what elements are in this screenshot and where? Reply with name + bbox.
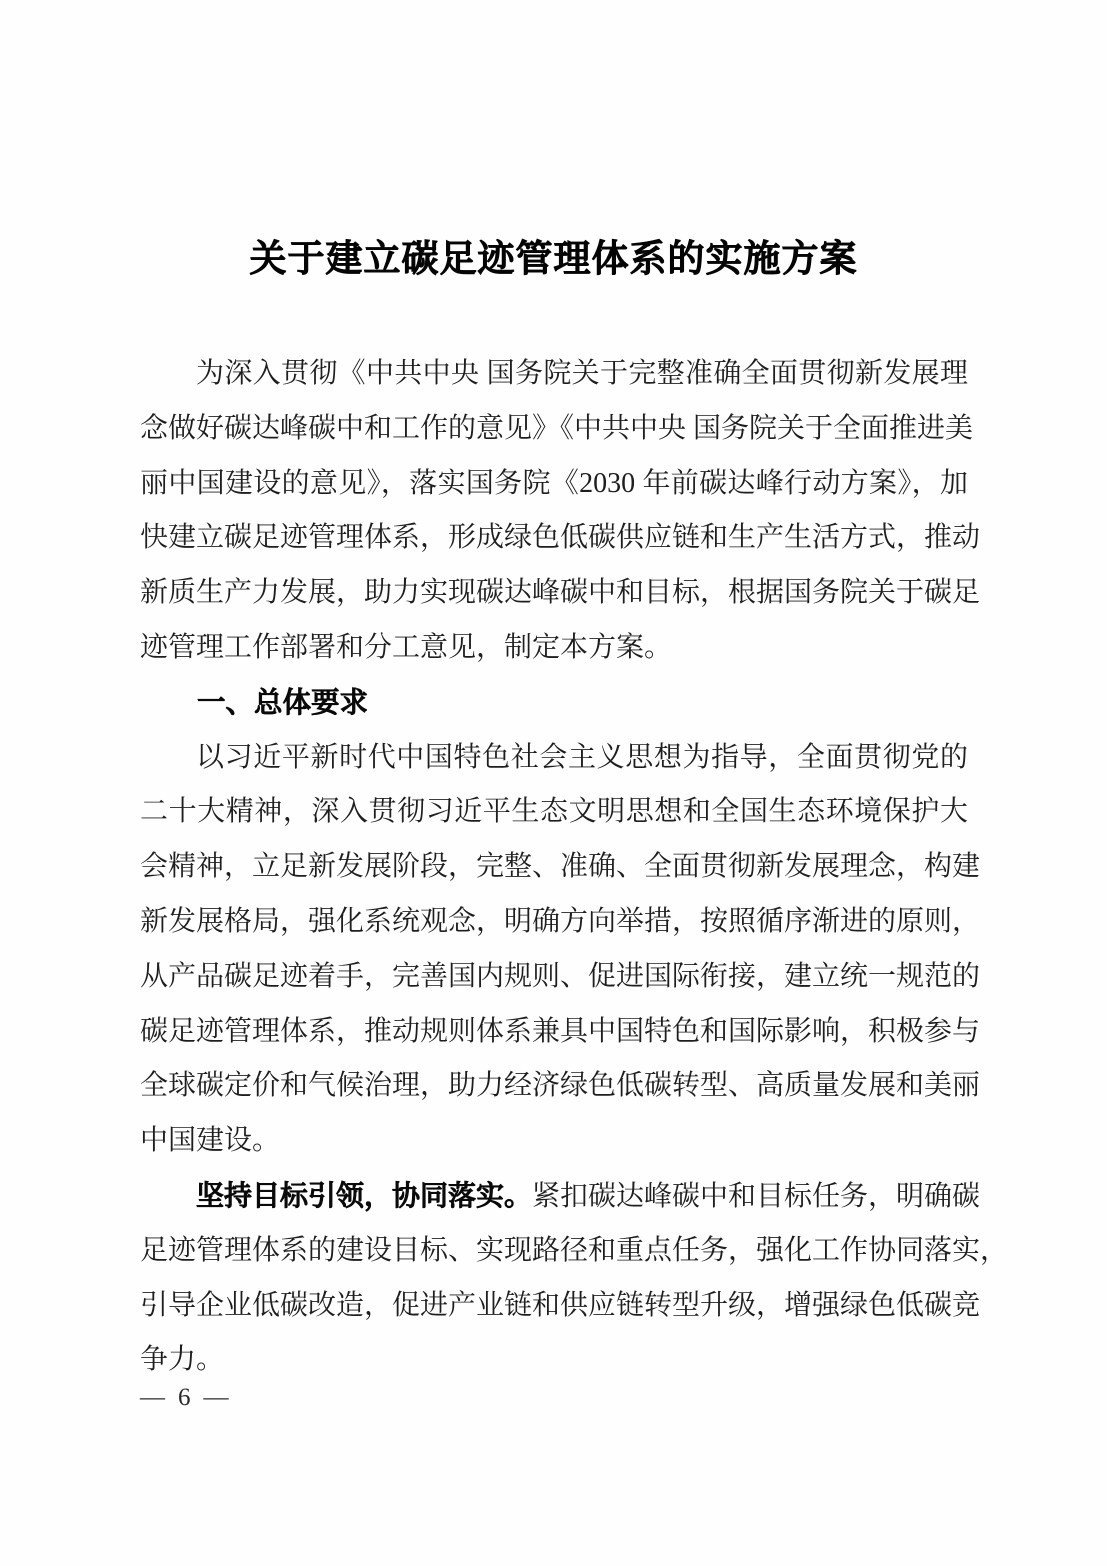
footer-page-number: 6 <box>178 1384 191 1411</box>
paragraph2-line-1: 以习近平新时代中国特色社会主义思想为指导，全面贯彻党的 <box>196 741 968 773</box>
paragraph1-line-1: 为深入贯彻《中共中央 国务院关于完整准确全面贯彻新发展理 <box>196 358 968 389</box>
paragraph1-line-4: 快建立碳足迹管理体系，形成绿色低碳供应链和生产生活方式，推动 <box>140 522 981 554</box>
paragraph2-line-6: 碳足迹管理体系，推动规则体系兼具中国特色和国际影响，积极参与 <box>140 1015 981 1047</box>
paragraph1-line-3: 丽中国建设的意见》，落实国务院《2030 年前碳达峰行动方案》，加 <box>140 467 968 499</box>
paragraph1-line-2: 念做好碳达峰碳中和工作的意见》《中共中央 国务院关于全面推进美 <box>140 412 974 444</box>
paragraph1-line-6: 迹管理工作部署和分工意见，制定本方案。 <box>140 631 673 663</box>
document-body <box>140 347 1009 1388</box>
paragraph3-line-2: 足迹管理体系的建设目标、实现路径和重点任务，强化工作协同落实， <box>140 1234 1009 1266</box>
paragraph2-line-8: 中国建设。 <box>140 1125 281 1157</box>
paragraph3-line-4: 争力。 <box>140 1344 225 1376</box>
section-heading-overall-requirements: 一、总体要求 <box>197 686 369 719</box>
paragraph3-line-1 <box>140 1169 981 1224</box>
paragraph3-line-1-rest: 紧扣碳达峰碳中和目标任务，明确碳 <box>532 1180 981 1212</box>
paragraph3-line-3: 引导企业低碳改造，促进产业链和供应链转型升级，增强绿色低碳竞 <box>140 1289 981 1321</box>
paragraph2-line-4: 新发展格局，强化系统观念，明确方向举措，按照循序渐进的原则， <box>140 905 981 937</box>
page-number-footer <box>140 1383 229 1413</box>
paragraph2-line-3: 会精神，立足新发展阶段，完整、准确、全面贯彻新发展理念，构建 <box>140 851 981 883</box>
paragraph2-line-5: 从产品碳足迹着手，完善国内规则、促进国际衔接，建立统一规范的 <box>140 960 981 992</box>
paragraph2-line-7: 全球碳定价和气候治理，助力经济绿色低碳转型、高质量发展和美丽 <box>140 1070 981 1102</box>
paragraph1-line-5: 新质生产力发展，助力实现碳达峰碳中和目标，根据国务院关于碳足 <box>140 577 981 609</box>
footer-right-dash: — <box>203 1384 229 1411</box>
paragraph3-bold-lead: 坚持目标引领，协同落实。 <box>196 1179 533 1211</box>
footer-left-dash: — <box>140 1384 165 1411</box>
paragraph2-line-2: 二十大精神，深入贯彻习近平生态文明思想和全国生态环境保护大 <box>140 796 968 828</box>
document-title: 关于建立碳足迹管理体系的实施方案 <box>249 238 858 279</box>
